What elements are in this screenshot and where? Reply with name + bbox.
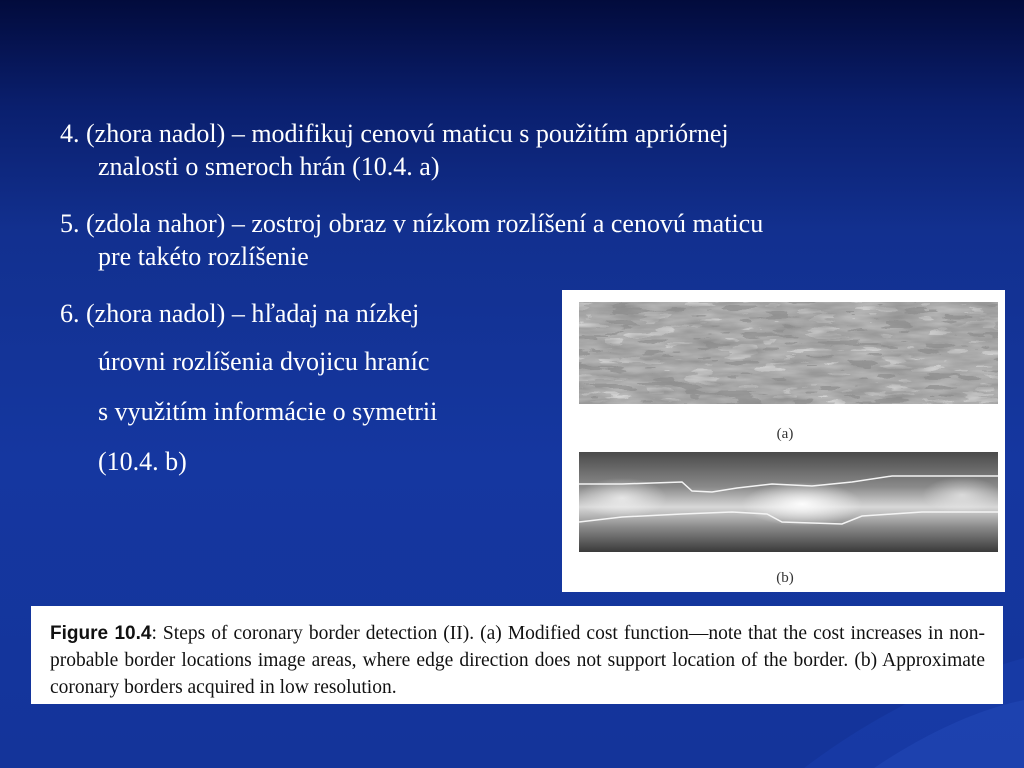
label-a: (a) bbox=[776, 426, 794, 442]
item-5-number: 5. bbox=[60, 209, 80, 238]
caption-title: Figure 10.4 bbox=[50, 623, 152, 644]
item-6-line-3: s využitím informácie o symetrii bbox=[98, 397, 438, 426]
list-item-5 bbox=[60, 208, 980, 273]
item-4-continuation: znalosti o smeroch hrán (10.4. a) bbox=[98, 151, 440, 181]
caption-text: : Steps of coronary border detection (II). (a) Modified cost function—note that the cost increases in non-probable border locations image areas, where edge direction does not support location of the border. (b) Approximate coronary borders acquired in low resolution. bbox=[50, 623, 985, 698]
item-5-text: (zdola nahor) – zostroj obraz v nízkom rozlíšení a cenovú maticu bbox=[86, 209, 764, 238]
item-5-continuation: pre takéto rozlíšenie bbox=[98, 241, 309, 271]
panel-b-image bbox=[577, 452, 1002, 552]
figure-image bbox=[562, 290, 1005, 592]
item-6-line-2: úrovni rozlíšenia dvojicu hraníc bbox=[98, 347, 430, 376]
figure-svg bbox=[562, 290, 1005, 592]
list-item-4 bbox=[60, 118, 980, 183]
figure-caption bbox=[31, 606, 1003, 704]
item-6-line-4: (10.4. b) bbox=[98, 447, 187, 476]
label-b: (b) bbox=[776, 570, 794, 586]
panel-a-image bbox=[579, 302, 998, 404]
item-6-line-1: 6. (zhora nadol) – hľadaj na nízkej bbox=[60, 299, 420, 328]
item-4-number: 4. bbox=[60, 119, 80, 148]
item-4-text: (zhora nadol) – modifikuj cenovú maticu s použitím apriórnej bbox=[86, 119, 729, 148]
